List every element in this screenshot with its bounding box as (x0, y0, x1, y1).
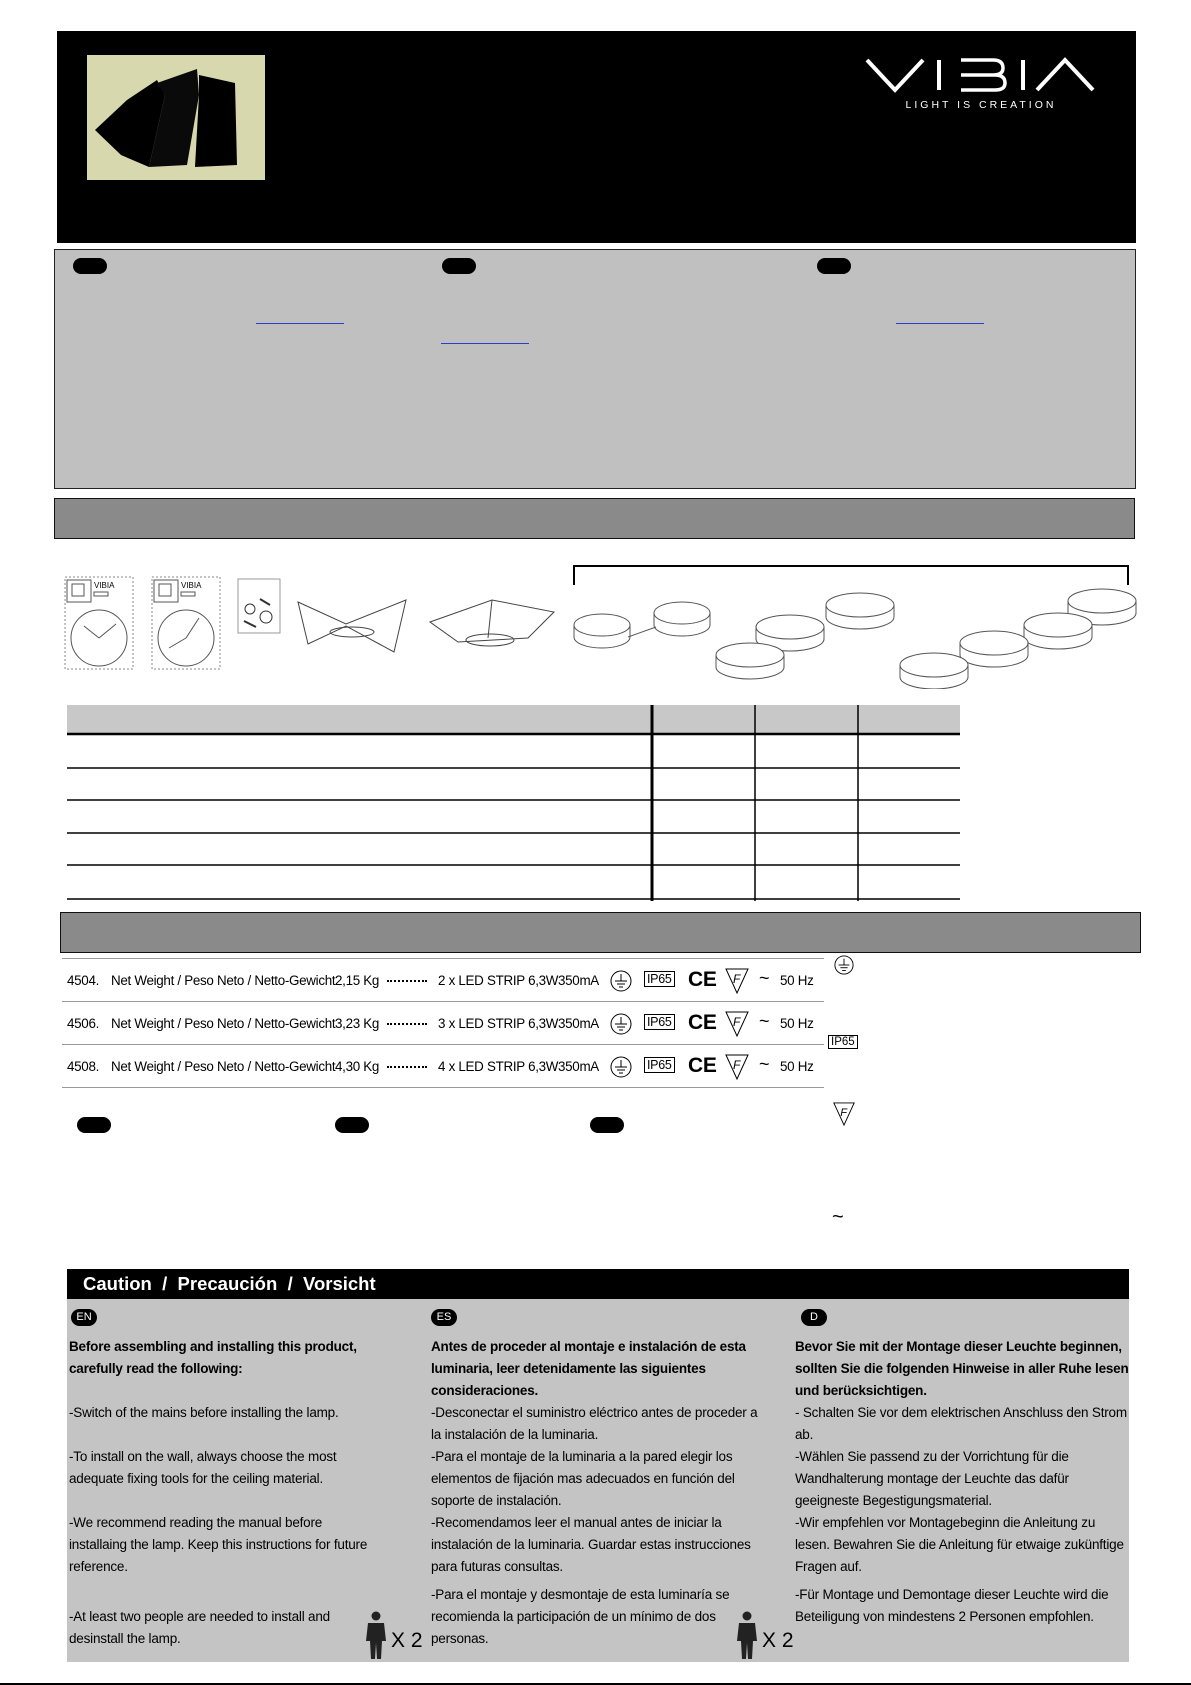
weight-row-4504 (62, 960, 824, 1002)
weight-value: 2,15 Kg (335, 973, 380, 988)
caution-en-p4: -At least two people are needed to install and desinstall the lamp. (69, 1609, 330, 1646)
caution-en (69, 1336, 369, 1650)
es-badge: ES (431, 1309, 457, 1326)
frequency-spec: 50 Hz (780, 1059, 814, 1074)
shade-illustration-2 (428, 598, 556, 650)
legend-ip65-badge: IP65 (828, 1035, 858, 1049)
model-code: 4506. (67, 1016, 100, 1031)
person-icon (364, 1611, 388, 1661)
caution-es-p3: -Recomendamos leer el manual antes de iniciar la instalación de la luminaria. Guardar estas instrucciones para futuras consultas. (431, 1515, 751, 1574)
caution-de-p1: - Schalten Sie vor dem elektrischen Anschluss den Strom ab. (795, 1405, 1127, 1442)
brand-tagline: LIGHT IS CREATION (905, 99, 1057, 111)
row-divider (62, 958, 824, 959)
de-badge: D (801, 1309, 827, 1326)
ground-icon (610, 1056, 632, 1078)
manual-illustration-1 (64, 576, 134, 670)
caution-es (431, 1336, 771, 1650)
language-badge-en (77, 1117, 111, 1133)
ce-mark-icon: CE (688, 1011, 717, 1034)
caution-de (795, 1336, 1129, 1628)
led-strip-spec: 2 x LED STRIP 6,3W (438, 973, 559, 988)
f-mark-icon (725, 968, 749, 994)
shade-illustration-1 (296, 594, 412, 654)
weight-label: Net Weight / Peso Neto / Netto-Gewicht (111, 1016, 336, 1031)
language-badge-es (335, 1117, 369, 1133)
ce-mark-icon: CE (688, 968, 717, 991)
weight-value: 4,30 Kg (335, 1059, 380, 1074)
legend-f-mark-icon (832, 1102, 856, 1126)
link-es[interactable] (441, 343, 529, 344)
caution-de-p4: -Für Montage und Demontage dieser Leuchte wird die Beteiligung von mindestens 2 Personen empfohlen. (795, 1587, 1109, 1624)
caution-de-intro: Bevor Sie mit der Montage dieser Leuchte beginnen, sollten Sie die folgenden Hinweise in aller Ruhe lesen und berücksichtigen. (795, 1339, 1129, 1398)
bracket-line (573, 564, 1129, 586)
svg-text:VIBIA: VIBIA (94, 581, 115, 590)
section-bar-parts (54, 498, 1135, 539)
current-spec: 350mA (558, 1059, 599, 1074)
en-badge: EN (71, 1309, 97, 1326)
parts-table (67, 705, 960, 901)
product-photo (87, 55, 265, 180)
info-panel (54, 249, 1136, 489)
weight-value: 3,23 Kg (335, 1016, 380, 1031)
two-people-label: X 2 (391, 1629, 423, 1652)
link-de[interactable] (896, 323, 984, 324)
f-mark-icon (725, 1054, 749, 1080)
link-en[interactable] (256, 323, 344, 324)
weight-label: Net Weight / Peso Neto / Netto-Gewicht (111, 973, 336, 988)
svg-text:VIBIA: VIBIA (181, 581, 202, 590)
row-divider (62, 1087, 824, 1088)
caution-header (67, 1269, 1129, 1299)
vibia-logo (865, 56, 1097, 96)
two-people-label: X 2 (762, 1629, 794, 1652)
ground-icon (610, 1013, 632, 1035)
manual-illustration-2 (151, 576, 221, 670)
driver-set-4-illustration (898, 587, 1140, 689)
model-code: 4504. (67, 973, 100, 988)
legend-ac-icon: ~ (832, 1206, 844, 1228)
driver-set-2-illustration (572, 597, 712, 655)
current-spec: 350mA (558, 973, 599, 988)
caution-es-p1: -Desconectar el suministro eléctrico antes de proceder a la instalación de la luminaria. (431, 1405, 758, 1442)
dash-separator (387, 1066, 427, 1068)
caution-en-intro: Before assembling and installing this product, carefully read the following: (69, 1339, 357, 1376)
ce-mark-icon: CE (688, 1054, 717, 1077)
svg-text:F: F (733, 1015, 741, 1029)
caution-de-p2: -Wählen Sie passend zu der Vorrichtung für die Wandhalterung montage der Leuchte das dafür geeigneste Begestigungsmaterial. (795, 1449, 1069, 1508)
frequency-spec: 50 Hz (780, 973, 814, 988)
ac-icon: ~ (759, 1054, 770, 1074)
f-mark-icon (725, 1011, 749, 1037)
caution-es-p2: -Para el montaje de la luminaria a la pared elegir los elementos de fijación mas adecuados en función del soporte de instalación. (431, 1449, 735, 1508)
legend-ground-icon (834, 955, 854, 975)
weight-row-4506 (62, 1003, 824, 1045)
weight-label: Net Weight / Peso Neto / Netto-Gewicht (111, 1059, 336, 1074)
language-badge-en (73, 258, 107, 274)
ip65-badge: IP65 (644, 971, 675, 987)
ground-icon (610, 970, 632, 992)
caution-en-p2: -To install on the wall, always choose the most adequate fixing tools for the ceiling material. (69, 1449, 337, 1486)
caution-title: Caution / Precaución / Vorsicht (83, 1273, 376, 1294)
ac-icon: ~ (759, 1011, 770, 1031)
section-bar-specs (60, 912, 1141, 953)
caution-en-p3: -We recommend reading the manual before installaing the lamp. Keep this instructions for future reference. (69, 1515, 368, 1574)
caution-en-p1: -Switch of the mains before installing the lamp. (69, 1405, 339, 1420)
svg-text:F: F (733, 972, 741, 986)
current-spec: 350mA (558, 1016, 599, 1031)
ip65-badge: IP65 (644, 1014, 675, 1030)
driver-set-3-illustration (714, 589, 898, 681)
row-divider (62, 1001, 824, 1002)
language-badge-de (817, 258, 851, 274)
language-badge-es (442, 258, 476, 274)
frequency-spec: 50 Hz (780, 1016, 814, 1031)
caution-es-p4: -Para el montaje y desmontaje de esta luminaría se recomienda la participación de un mínimo de dos personas. (431, 1587, 730, 1646)
caution-de-p3: -Wir empfehlen vor Montagebeginn die Anleitung zu lesen. Bewahren Sie die Anleitung für etwaige zukünftige Fragen auf. (795, 1515, 1124, 1574)
svg-text:F: F (840, 1106, 848, 1119)
led-strip-spec: 4 x LED STRIP 6,3W (438, 1059, 559, 1074)
ac-icon: ~ (759, 968, 770, 988)
weight-row-4508 (62, 1046, 824, 1088)
screws-bag-illustration (236, 577, 282, 635)
caution-panel (67, 1299, 1129, 1662)
dash-separator (387, 980, 427, 982)
caution-es-intro: Antes de proceder al montaje e instalación de esta luminaria, leer detenidamente las siguientes consideraciones. (431, 1339, 746, 1398)
svg-text:F: F (733, 1058, 741, 1072)
model-code: 4508. (67, 1059, 100, 1074)
dash-separator (387, 1023, 427, 1025)
person-icon (735, 1611, 759, 1661)
row-divider (62, 1044, 824, 1045)
led-strip-spec: 3 x LED STRIP 6,3W (438, 1016, 559, 1031)
ip65-badge: IP65 (644, 1057, 675, 1073)
language-badge-de (590, 1117, 624, 1133)
